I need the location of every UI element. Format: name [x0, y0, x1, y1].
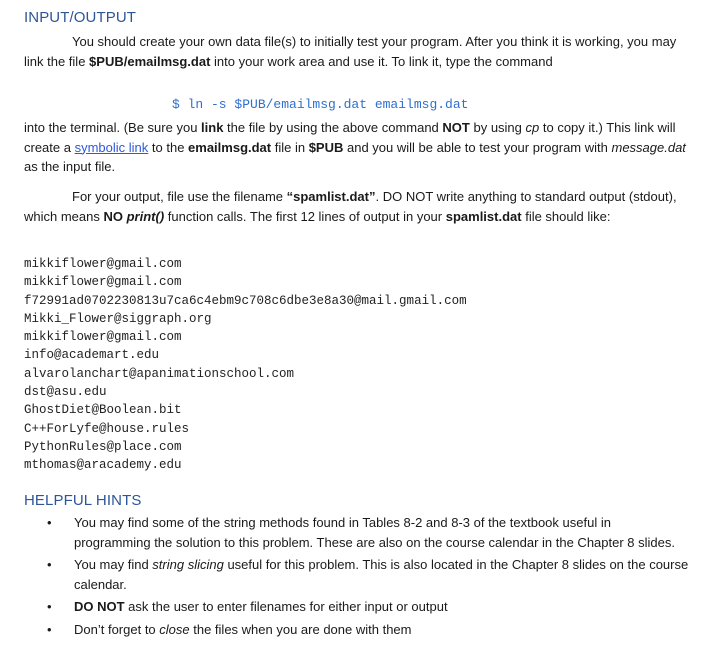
text-run: by using: [469, 120, 526, 135]
text-run: as the input file.: [24, 159, 116, 174]
output-line: alvarolanchart@apanimationschool.com: [24, 366, 295, 381]
output-line: mthomas@aracademy.edu: [24, 458, 182, 473]
io-heading: INPUT/OUTPUT: [24, 9, 137, 26]
text-run: ask the user to enter filenames for either input or output: [124, 599, 448, 614]
hint-item: [24, 597, 689, 617]
hints-heading: HELPFUL HINTS: [24, 492, 142, 509]
output-line: GhostDiet@Boolean.bit: [24, 403, 182, 418]
text-run: the file by using the above command: [223, 120, 443, 135]
hints-list: [24, 513, 689, 642]
text-run: You may find some of the string methods found in Tables 8-2 and 8-3 of the textbook useful in programming the solution to this problem. These are also on the course calendar in the Chapter 8 slides.: [74, 515, 675, 550]
hint-item: [24, 620, 689, 640]
output-line: mikkiflower@gmail.com: [24, 275, 182, 290]
hint-item: [24, 555, 689, 594]
bullet-icon: •: [47, 557, 52, 572]
bold-italic-text: print(): [126, 208, 165, 224]
bold-text: $PUB: [308, 139, 344, 155]
bullet-icon: •: [47, 515, 52, 530]
text-run: You should create your own data file(s) to initially test your program. After you think it is working, you may link the file: [24, 34, 677, 69]
hint-item: [24, 513, 689, 552]
output-line: PythonRules@place.com: [24, 439, 182, 454]
italic-text: cp: [525, 120, 540, 135]
text-run: For your output, file use the filename: [72, 189, 287, 204]
text-run: . DO NOT write anything to standard output (stdout), which means: [24, 189, 677, 224]
output-line: mikkiflower@gmail.com: [24, 330, 182, 345]
symbolic-link-link[interactable]: symbolic link: [74, 139, 149, 155]
text-run: into the terminal. (Be sure you: [24, 120, 202, 135]
text-run: file in: [271, 139, 309, 155]
text-run: You may find: [74, 557, 153, 572]
output-line: mikkiflower@gmail.com: [24, 257, 182, 271]
io-paragraph-3: [24, 187, 689, 226]
text-run: to copy it.) This link will create a: [24, 120, 676, 155]
file-path-bold: $PUB/emailmsg.dat: [89, 53, 211, 69]
bold-text: NO: [103, 208, 127, 224]
text-run: the files when you are done with them: [189, 621, 412, 637]
text-run: file should like:: [521, 208, 611, 224]
italic-text: message.dat: [611, 139, 686, 155]
bullet-icon: •: [47, 599, 52, 614]
bold-text: DO NOT: [74, 599, 125, 614]
text-run: into your work area and use it. To link it, type the command: [210, 53, 553, 69]
output-line: info@academart.edu: [24, 348, 160, 363]
text-run: Don’t forget to: [74, 621, 160, 637]
output-line: dst@asu.edu: [24, 385, 107, 400]
bold-text: link: [201, 120, 224, 135]
text-run: to the: [148, 139, 189, 155]
sample-output-block: [24, 255, 467, 475]
text-run: useful for this problem. This is also located in the Chapter 8 slides on the course calendar.: [74, 557, 689, 592]
text-run: function calls. The first 12 lines of output in your: [164, 208, 446, 224]
bold-text: emailmsg.dat: [188, 139, 272, 155]
io-paragraph-1: [24, 32, 689, 71]
italic-text: string slicing: [152, 557, 224, 572]
bold-text: “spamlist.dat”: [286, 189, 376, 204]
bold-text: NOT: [442, 120, 470, 135]
output-line: Mikki_Flower@siggraph.org: [24, 311, 212, 326]
bold-text: spamlist.dat: [445, 208, 522, 224]
output-line: C++ForLyfe@house.rules: [24, 421, 190, 436]
io-paragraph-2: [24, 118, 689, 177]
text-run: and you will be able to test your program with: [343, 139, 612, 155]
italic-text: close: [159, 621, 190, 637]
bullet-icon: •: [47, 621, 52, 637]
output-line: f72991ad0702230813u7ca6c4ebm9c708c6dbe3e8a30@mail.gmail.com: [24, 293, 467, 308]
command-line: $ ln -s $PUB/emailmsg.dat emailmsg.dat: [172, 97, 469, 112]
